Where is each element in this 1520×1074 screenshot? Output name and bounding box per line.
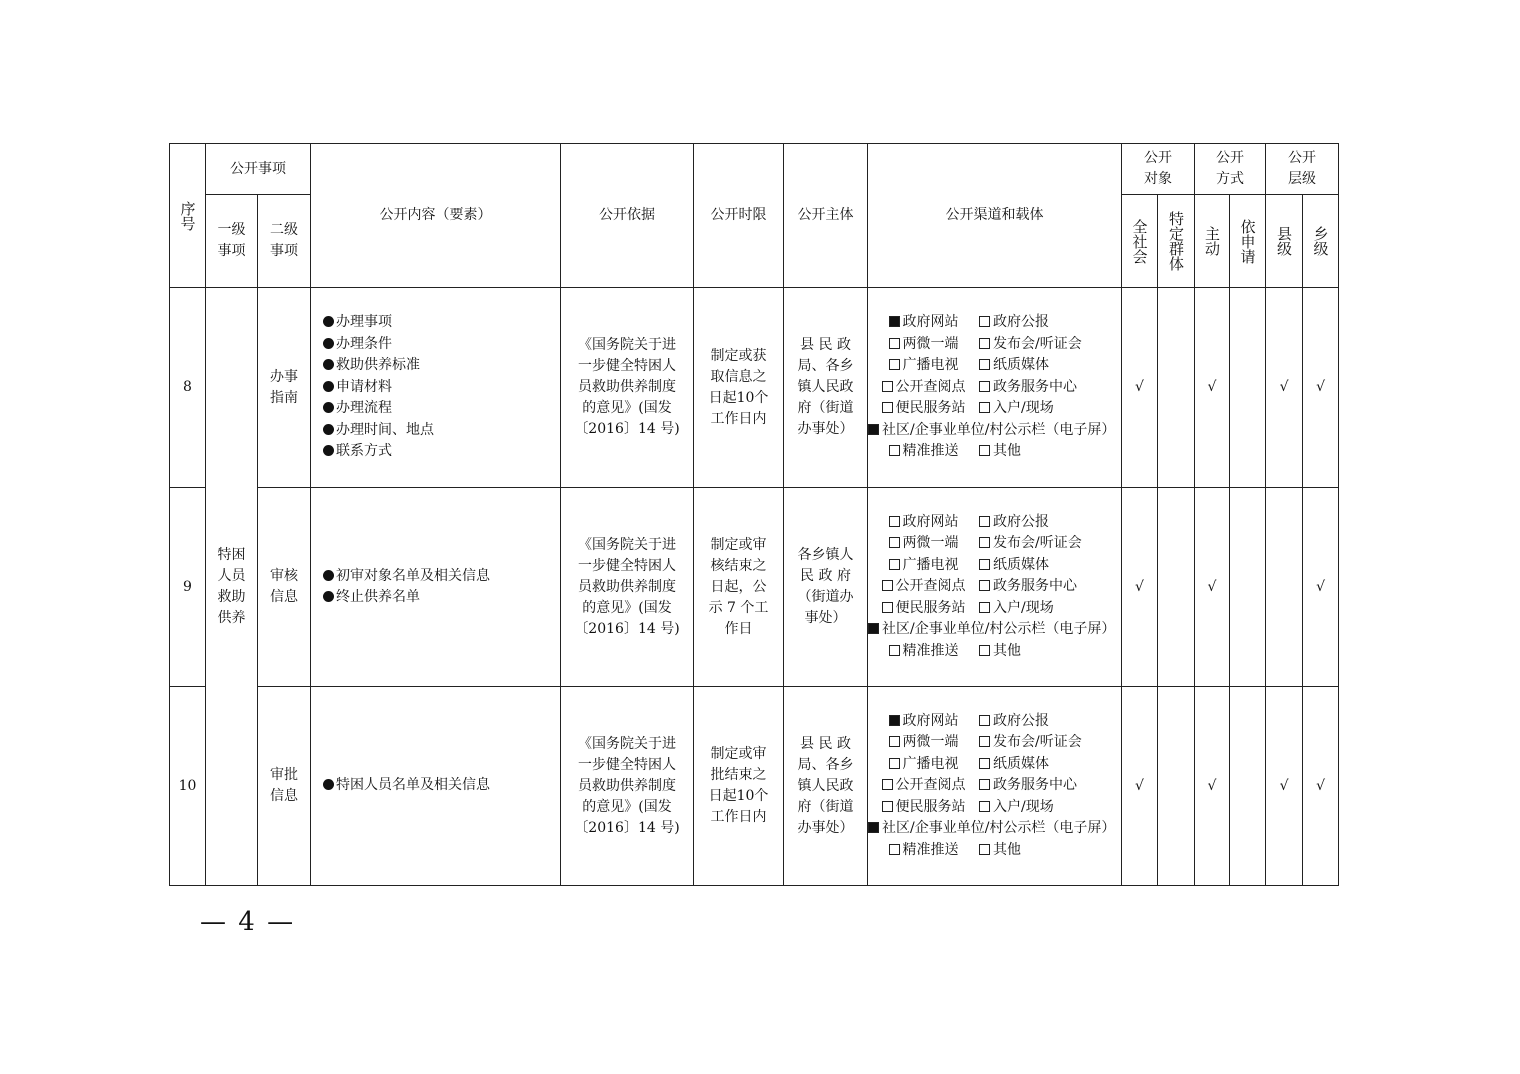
channel-label: 精准推送 bbox=[902, 443, 959, 460]
channel-label: 广播电视 bbox=[902, 556, 959, 573]
time-limit-cell-line: 日起，公 bbox=[710, 578, 767, 595]
level2-item-text: 审批信息 bbox=[269, 767, 298, 804]
channel-line bbox=[868, 334, 1121, 356]
channel-gov-service-center bbox=[979, 576, 1077, 598]
header-subject: 公开主体 bbox=[784, 144, 868, 288]
bullet-icon bbox=[323, 402, 334, 413]
empty-box-icon bbox=[979, 602, 990, 613]
header-basis: 公开依据 bbox=[561, 144, 694, 288]
empty-box-icon bbox=[889, 758, 900, 769]
empty-box-icon bbox=[889, 516, 900, 527]
level2-item bbox=[258, 687, 311, 886]
channel-label: 纸质媒体 bbox=[993, 357, 1049, 374]
subject-cell-line: 事处） bbox=[804, 610, 847, 626]
empty-box-icon bbox=[979, 844, 990, 855]
channel-label: 政府公报 bbox=[993, 712, 1049, 729]
check-mark-icon: √ bbox=[1135, 777, 1144, 794]
header-county: 县级 bbox=[1266, 195, 1303, 288]
basis-cell-line: 的意见》(国发 bbox=[582, 400, 672, 416]
channel-label: 公开查阅点 bbox=[895, 578, 966, 595]
subject-cell-line: 局、各乡 bbox=[797, 358, 854, 374]
basis-cell-line: 一步健全特困人 bbox=[578, 358, 676, 374]
channel-gov-website bbox=[868, 512, 979, 534]
time-limit-cell-line: 核结束之 bbox=[710, 557, 767, 574]
content-item-text: 办理时间、地点 bbox=[336, 421, 434, 438]
channel-press-conf bbox=[979, 533, 1082, 555]
channel-gov-gazette bbox=[979, 512, 1049, 534]
header-method: 公开方式 bbox=[1195, 144, 1266, 195]
channel-two-wei-one-duan bbox=[868, 533, 979, 555]
basis-cell-line: 的意见》(国发 bbox=[582, 599, 672, 616]
basis-cell-line: 员救助供养制度 bbox=[578, 379, 676, 395]
channel-two-wei-one-duan bbox=[868, 732, 979, 754]
time-limit-cell-line: 制定或审 bbox=[710, 536, 767, 553]
channel-label: 政府网站 bbox=[902, 513, 959, 530]
header-level1: 一级事项 bbox=[206, 195, 258, 288]
content-list bbox=[311, 312, 560, 463]
empty-box-icon bbox=[882, 801, 893, 812]
time-limit-cell-line: 工作日内 bbox=[710, 809, 767, 825]
subject-cell-line: 县 民 政 bbox=[800, 735, 851, 752]
cell-whole-society bbox=[1122, 288, 1158, 488]
empty-box-icon bbox=[889, 359, 900, 370]
check-mark-icon: √ bbox=[1207, 379, 1217, 395]
checked-box-icon bbox=[889, 316, 900, 327]
empty-box-icon bbox=[979, 580, 990, 591]
channel-label: 便民服务站 bbox=[895, 798, 966, 815]
basis-cell-line: 员救助供养制度 bbox=[578, 578, 676, 595]
basis-cell-line: 《国务院关于进 bbox=[578, 337, 676, 353]
channel-bulletin-board bbox=[868, 818, 1115, 840]
channel-label: 发布会/听证会 bbox=[993, 335, 1082, 352]
content-item-text: 初审对象名单及相关信息 bbox=[336, 567, 490, 584]
channel-line bbox=[868, 775, 1121, 797]
empty-box-icon bbox=[882, 602, 893, 613]
bullet-icon bbox=[323, 316, 334, 327]
content-item bbox=[323, 312, 560, 334]
channel-gov-service-center bbox=[979, 377, 1077, 399]
cell-active bbox=[1195, 687, 1230, 886]
channel-line bbox=[868, 312, 1121, 334]
channel-label: 便民服务站 bbox=[895, 400, 966, 417]
empty-box-icon bbox=[979, 715, 990, 726]
header-active: 主动 bbox=[1195, 195, 1230, 288]
table-row bbox=[170, 687, 1339, 886]
header-level: 公开层级 bbox=[1266, 144, 1339, 195]
header-on-request: 依申请 bbox=[1230, 195, 1266, 288]
channel-line bbox=[868, 818, 1121, 840]
channels-cell bbox=[868, 288, 1122, 488]
channel-label: 纸质媒体 bbox=[993, 556, 1049, 573]
header-time-limit: 公开时限 bbox=[694, 144, 784, 288]
empty-box-icon bbox=[979, 338, 990, 349]
channel-bulletin-board bbox=[868, 619, 1115, 641]
channel-public-reading-point bbox=[868, 775, 979, 797]
subject-cell-line: 局、各乡 bbox=[797, 756, 854, 773]
header-level2: 二级事项 bbox=[258, 195, 311, 288]
channel-label: 政务服务中心 bbox=[993, 777, 1077, 794]
channel-line bbox=[868, 576, 1121, 598]
bullet-icon bbox=[323, 591, 334, 602]
channel-convenience-station bbox=[868, 797, 979, 819]
empty-box-icon bbox=[882, 580, 893, 591]
cell-township bbox=[1303, 488, 1339, 687]
time-limit-cell bbox=[694, 288, 784, 488]
channel-paper-media bbox=[979, 355, 1049, 377]
row-seq: 10 bbox=[170, 687, 206, 886]
channel-line bbox=[868, 797, 1121, 819]
channel-line bbox=[868, 420, 1121, 442]
basis-cell bbox=[561, 488, 694, 687]
cell-specific-groups bbox=[1158, 488, 1195, 687]
channel-broadcast-tv bbox=[868, 754, 979, 776]
content-item-text: 办理条件 bbox=[336, 335, 392, 352]
time-limit-cell bbox=[694, 488, 784, 687]
channel-door-to-door bbox=[979, 398, 1054, 420]
checked-box-icon bbox=[889, 715, 900, 726]
channel-gov-service-center bbox=[979, 775, 1077, 797]
time-limit-cell-line: 取信息之 bbox=[710, 368, 767, 385]
content-item bbox=[323, 377, 560, 399]
empty-box-icon bbox=[889, 338, 900, 349]
content-item bbox=[323, 398, 560, 420]
content-item-text: 救助供养标准 bbox=[336, 357, 420, 374]
cell-whole-society bbox=[1122, 687, 1158, 886]
basis-cell-line: 〔2016〕14 号) bbox=[574, 620, 680, 637]
empty-box-icon bbox=[979, 559, 990, 570]
basis-cell-line: 的意见》(国发 bbox=[582, 798, 672, 815]
row-seq: 8 bbox=[170, 288, 206, 488]
empty-box-icon bbox=[979, 779, 990, 790]
disclosure-table bbox=[169, 143, 1339, 886]
channel-label: 社区/企事业单位/村公示栏（电子屏） bbox=[882, 421, 1116, 438]
basis-cell-line: 〔2016〕14 号) bbox=[574, 421, 680, 437]
channel-label: 便民服务站 bbox=[895, 599, 966, 616]
empty-box-icon bbox=[979, 402, 990, 413]
channel-door-to-door bbox=[979, 598, 1054, 620]
header-public-items: 公开事项 bbox=[206, 144, 311, 195]
header-channels: 公开渠道和载体 bbox=[868, 144, 1122, 288]
checked-box-icon bbox=[868, 822, 879, 833]
cell-county bbox=[1266, 288, 1303, 488]
subject-cell bbox=[784, 288, 868, 488]
content-item-text: 办理事项 bbox=[336, 314, 392, 331]
channel-label: 其他 bbox=[993, 841, 1021, 858]
channels-cell bbox=[868, 687, 1122, 886]
bullet-icon bbox=[323, 381, 334, 392]
header-whole-society: 全社会 bbox=[1122, 195, 1158, 288]
channel-label: 两微一端 bbox=[902, 734, 959, 751]
channel-other bbox=[979, 441, 1021, 463]
basis-cell-line: 《国务院关于进 bbox=[578, 735, 676, 752]
channel-gov-website bbox=[868, 711, 979, 733]
cell-active bbox=[1195, 288, 1230, 488]
channel-public-reading-point bbox=[868, 576, 979, 598]
empty-box-icon bbox=[979, 445, 990, 456]
channel-line bbox=[868, 754, 1121, 776]
channel-label: 精准推送 bbox=[902, 642, 959, 659]
channel-label: 广播电视 bbox=[902, 357, 959, 374]
channel-label: 纸质媒体 bbox=[993, 755, 1049, 772]
empty-box-icon bbox=[979, 537, 990, 548]
empty-box-icon bbox=[889, 844, 900, 855]
subject-cell-line: 府（街道 bbox=[797, 400, 854, 416]
channel-line bbox=[868, 398, 1121, 420]
channel-gov-website bbox=[868, 312, 979, 334]
time-limit-cell-line: 日起10个 bbox=[708, 788, 769, 804]
channel-broadcast-tv bbox=[868, 355, 979, 377]
empty-box-icon bbox=[889, 445, 900, 456]
channel-convenience-station bbox=[868, 398, 979, 420]
content-item-text: 特困人员名单及相关信息 bbox=[336, 777, 490, 794]
row-seq: 9 bbox=[170, 488, 206, 687]
subject-cell bbox=[784, 488, 868, 687]
content-list bbox=[311, 566, 560, 609]
check-mark-icon: √ bbox=[1316, 777, 1325, 794]
channel-precise-push bbox=[868, 641, 979, 663]
time-limit-cell bbox=[694, 687, 784, 886]
channel-line bbox=[868, 619, 1121, 641]
subject-cell-line: 县 民 政 bbox=[800, 337, 851, 353]
header-specific-groups: 特定群体 bbox=[1158, 195, 1195, 288]
content-cell bbox=[311, 488, 561, 687]
channel-label: 政务服务中心 bbox=[993, 378, 1077, 395]
checked-box-icon bbox=[868, 424, 879, 435]
cell-county bbox=[1266, 687, 1303, 886]
time-limit-cell-line: 示 7 个工 bbox=[708, 599, 769, 616]
level2-item-text: 办事指南 bbox=[269, 368, 298, 406]
subject-cell-line: 镇人民政 bbox=[797, 777, 854, 794]
level1-item-text: 特困人员救助供养 bbox=[217, 546, 246, 626]
bullet-icon bbox=[323, 779, 334, 790]
content-item-text: 联系方式 bbox=[336, 443, 392, 460]
subject-cell-line: 镇人民政 bbox=[797, 379, 854, 395]
cell-township bbox=[1303, 687, 1339, 886]
channel-broadcast-tv bbox=[868, 555, 979, 577]
channel-label: 入户/现场 bbox=[993, 599, 1054, 616]
channels-cell bbox=[868, 488, 1122, 687]
content-item-text: 终止供养名单 bbox=[336, 589, 420, 605]
basis-cell bbox=[561, 687, 694, 886]
channel-label: 政府公报 bbox=[993, 513, 1049, 530]
empty-box-icon bbox=[979, 316, 990, 327]
header-row-1 bbox=[170, 144, 1339, 195]
channel-precise-push bbox=[868, 840, 979, 862]
basis-cell bbox=[561, 288, 694, 488]
channel-line bbox=[868, 441, 1121, 463]
basis-cell-line: 《国务院关于进 bbox=[578, 536, 676, 553]
level2-item-text: 审核信息 bbox=[269, 568, 298, 605]
content-item bbox=[323, 775, 560, 797]
subject-cell-line: 各乡镇人 bbox=[797, 547, 854, 563]
check-mark-icon: √ bbox=[1207, 578, 1217, 595]
channel-gov-gazette bbox=[979, 711, 1049, 733]
channel-label: 入户/现场 bbox=[993, 798, 1054, 815]
check-mark-icon: √ bbox=[1135, 379, 1144, 395]
table-body bbox=[170, 288, 1339, 886]
basis-cell-line: 员救助供养制度 bbox=[578, 777, 676, 794]
level1-item bbox=[206, 288, 258, 886]
bullet-icon bbox=[323, 445, 334, 456]
channel-line bbox=[868, 355, 1121, 377]
subject-cell bbox=[784, 687, 868, 886]
channel-other bbox=[979, 641, 1021, 663]
channel-label: 发布会/听证会 bbox=[993, 734, 1082, 751]
channel-label: 发布会/听证会 bbox=[993, 535, 1082, 552]
time-limit-cell-line: 工作日内 bbox=[710, 410, 767, 427]
channel-line bbox=[868, 711, 1121, 733]
channel-door-to-door bbox=[979, 797, 1054, 819]
header-content: 公开内容（要素） bbox=[311, 144, 561, 288]
channel-label: 入户/现场 bbox=[993, 400, 1054, 417]
channel-label: 社区/企事业单位/村公示栏（电子屏） bbox=[882, 621, 1116, 638]
content-item-text: 办理流程 bbox=[336, 400, 392, 417]
level2-item bbox=[258, 288, 311, 488]
empty-box-icon bbox=[979, 381, 990, 392]
channel-precise-push bbox=[868, 441, 979, 463]
content-item bbox=[323, 566, 560, 588]
subject-cell-line: 办事处） bbox=[797, 421, 854, 437]
channel-line bbox=[868, 512, 1121, 534]
channel-line bbox=[868, 377, 1121, 399]
empty-box-icon bbox=[979, 516, 990, 527]
content-list bbox=[311, 775, 560, 797]
empty-box-icon bbox=[882, 381, 893, 392]
empty-box-icon bbox=[889, 559, 900, 570]
subject-cell-line: 府（街道 bbox=[797, 798, 854, 815]
page-number: — 4 — bbox=[200, 907, 296, 937]
empty-box-icon bbox=[979, 758, 990, 769]
time-limit-cell-line: 作日 bbox=[724, 620, 753, 637]
basis-cell-line: 一步健全特困人 bbox=[578, 756, 676, 773]
level2-item bbox=[258, 488, 311, 687]
basis-cell-line: 一步健全特困人 bbox=[578, 557, 676, 574]
channel-label: 政府公报 bbox=[993, 314, 1049, 331]
cell-township bbox=[1303, 288, 1339, 488]
table-row bbox=[170, 488, 1339, 687]
empty-box-icon bbox=[889, 537, 900, 548]
check-mark-icon: √ bbox=[1135, 578, 1144, 595]
channel-line bbox=[868, 533, 1121, 555]
bullet-icon bbox=[323, 359, 334, 370]
cell-on-request bbox=[1230, 687, 1266, 886]
cell-whole-society bbox=[1122, 488, 1158, 687]
channel-label: 政府网站 bbox=[902, 314, 959, 331]
content-item bbox=[323, 441, 560, 463]
content-item bbox=[323, 355, 560, 377]
header-township: 乡级 bbox=[1303, 195, 1339, 288]
table-row bbox=[170, 288, 1339, 488]
channel-press-conf bbox=[979, 334, 1082, 356]
empty-box-icon bbox=[979, 736, 990, 747]
empty-box-icon bbox=[889, 736, 900, 747]
check-mark-icon: √ bbox=[1316, 578, 1325, 595]
channel-paper-media bbox=[979, 555, 1049, 577]
channel-line bbox=[868, 641, 1121, 663]
bullet-icon bbox=[323, 424, 334, 435]
content-cell bbox=[311, 288, 561, 488]
channel-line bbox=[868, 598, 1121, 620]
header-target: 公开对象 bbox=[1122, 144, 1195, 195]
subject-cell-line: 民 政 府 bbox=[800, 568, 851, 584]
channel-label: 公开查阅点 bbox=[895, 378, 966, 395]
channel-convenience-station bbox=[868, 598, 979, 620]
bullet-icon bbox=[323, 338, 334, 349]
basis-cell-line: 〔2016〕14 号) bbox=[574, 819, 680, 836]
check-mark-icon: √ bbox=[1316, 379, 1325, 395]
subject-cell-line: 办事处） bbox=[797, 819, 854, 836]
channel-two-wei-one-duan bbox=[868, 334, 979, 356]
channel-public-reading-point bbox=[868, 377, 979, 399]
check-mark-icon: √ bbox=[1207, 777, 1217, 794]
cell-active bbox=[1195, 488, 1230, 687]
channel-label: 政务服务中心 bbox=[993, 578, 1077, 595]
content-item bbox=[323, 587, 560, 609]
content-cell bbox=[311, 687, 561, 886]
check-mark-icon: √ bbox=[1279, 379, 1289, 395]
content-item-text: 申请材料 bbox=[336, 378, 392, 395]
channel-label: 两微一端 bbox=[902, 335, 959, 352]
empty-box-icon bbox=[979, 645, 990, 656]
cell-specific-groups bbox=[1158, 288, 1195, 488]
header-seq: 序号 bbox=[170, 144, 206, 288]
empty-box-icon bbox=[889, 645, 900, 656]
channel-label: 广播电视 bbox=[902, 755, 959, 772]
content-item bbox=[323, 420, 560, 442]
empty-box-icon bbox=[979, 359, 990, 370]
channel-line bbox=[868, 840, 1121, 862]
cell-county bbox=[1266, 488, 1303, 687]
channel-label: 政府网站 bbox=[902, 712, 959, 729]
empty-box-icon bbox=[882, 779, 893, 790]
subject-cell-line: （街道办 bbox=[797, 589, 854, 605]
bullet-icon bbox=[323, 570, 334, 581]
time-limit-cell-line: 制定或获 bbox=[710, 347, 767, 364]
time-limit-cell-line: 制定或审 bbox=[710, 746, 767, 762]
channel-paper-media bbox=[979, 754, 1049, 776]
time-limit-cell-line: 批结束之 bbox=[710, 767, 767, 783]
empty-box-icon bbox=[882, 402, 893, 413]
content-item bbox=[323, 334, 560, 356]
channel-gov-gazette bbox=[979, 312, 1049, 334]
checked-box-icon bbox=[868, 623, 879, 634]
channel-label: 公开查阅点 bbox=[895, 777, 966, 794]
channel-other bbox=[979, 840, 1021, 862]
channel-label: 精准推送 bbox=[902, 841, 959, 858]
time-limit-cell-line: 日起10个 bbox=[708, 389, 769, 406]
channel-label: 社区/企事业单位/村公示栏（电子屏） bbox=[882, 820, 1116, 837]
channel-line bbox=[868, 732, 1121, 754]
cell-on-request bbox=[1230, 488, 1266, 687]
check-mark-icon: √ bbox=[1279, 777, 1289, 794]
channel-line bbox=[868, 555, 1121, 577]
channel-bulletin-board bbox=[868, 420, 1115, 442]
empty-box-icon bbox=[979, 801, 990, 812]
cell-on-request bbox=[1230, 288, 1266, 488]
channel-press-conf bbox=[979, 732, 1082, 754]
channel-label: 其他 bbox=[993, 642, 1021, 659]
channel-label: 两微一端 bbox=[902, 535, 959, 552]
cell-specific-groups bbox=[1158, 687, 1195, 886]
channel-label: 其他 bbox=[993, 443, 1021, 460]
